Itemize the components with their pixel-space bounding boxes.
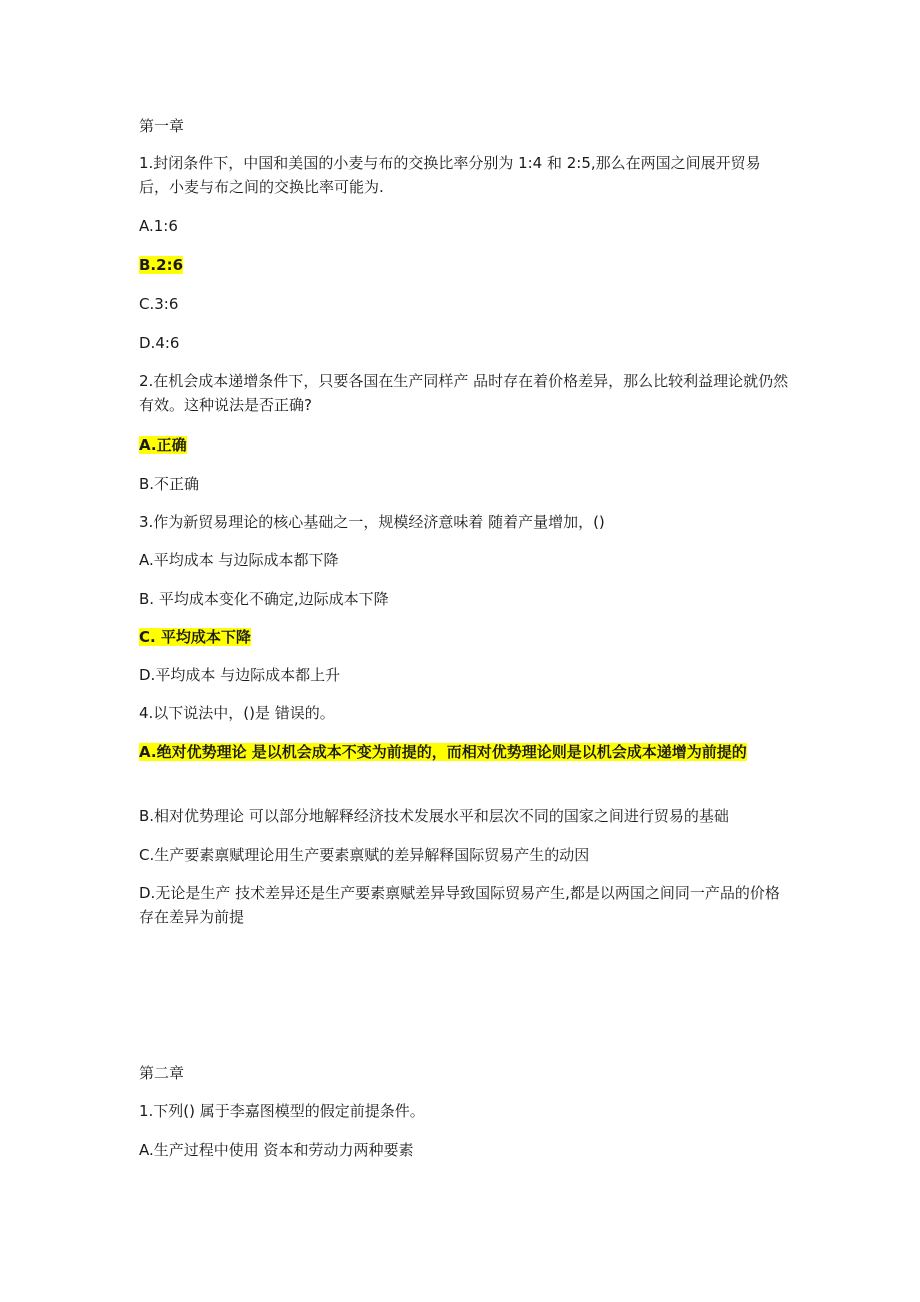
question-stem: 1.封闭条件下，中国和美国的小麦与布的交换比率分别为 1:4 和 2:5,那么在两国之间展开贸易后，小麦与布之间的交换比率可能为. — [139, 154, 761, 196]
option-d: D.无论是生产 技术差异还是生产要素禀赋差异导致国际贸易产生,都是以两国之间同一产品的价格存在差异为前提 — [139, 884, 780, 926]
chapter-title: 第二章 — [139, 1064, 185, 1082]
question-stem: 1.下列() 属于李嘉图模型的假定前提条件。 — [139, 1102, 425, 1120]
option-d: D.平均成本 与边际成本都上升 — [139, 666, 341, 684]
option-a: A.生产过程中使用 资本和劳动力两种要素 — [139, 1141, 414, 1159]
question-stem: 4.以下说法中，()是 错误的。 — [139, 704, 335, 722]
chapter-title: 第一章 — [139, 117, 185, 135]
option-a-correct — [139, 433, 789, 457]
correct-answer-highlight: A.正确 — [139, 436, 187, 454]
option-a: A.平均成本 与边际成本都下降 — [139, 551, 339, 569]
option-a-correct — [139, 740, 789, 764]
correct-answer-highlight: B.2:6 — [139, 256, 184, 274]
correct-answer-highlight: A.绝对优势理论 是以机会成本不变为前提的，而相对优势理论则是以机会成本递增为前提的 — [139, 743, 747, 761]
option-b: B. 平均成本变化不确定,边际成本下降 — [139, 590, 389, 608]
correct-answer-highlight: C. 平均成本下降 — [139, 628, 251, 646]
option-c: C.生产要素禀赋理论用生产要素禀赋的差异解释国际贸易产生的动因 — [139, 846, 590, 864]
option-a: A.1:6 — [139, 217, 178, 235]
option-c-correct — [139, 625, 789, 649]
option-b-correct — [139, 253, 789, 277]
option-b: B.相对优势理论 可以部分地解释经济技术发展水平和层次不同的国家之间进行贸易的基础 — [139, 807, 729, 825]
option-d: D.4:6 — [139, 334, 180, 352]
option-b: B.不正确 — [139, 475, 200, 493]
question-stem: 2.在机会成本递增条件下，只要各国在生产同样产 品时存在着价格差异，那么比较利益理论就仍然有效。这种说法是否正确? — [139, 372, 789, 414]
option-c: C.3:6 — [139, 295, 179, 313]
question-stem: 3.作为新贸易理论的核心基础之一，规模经济意味着 随着产量增加，() — [139, 513, 605, 531]
